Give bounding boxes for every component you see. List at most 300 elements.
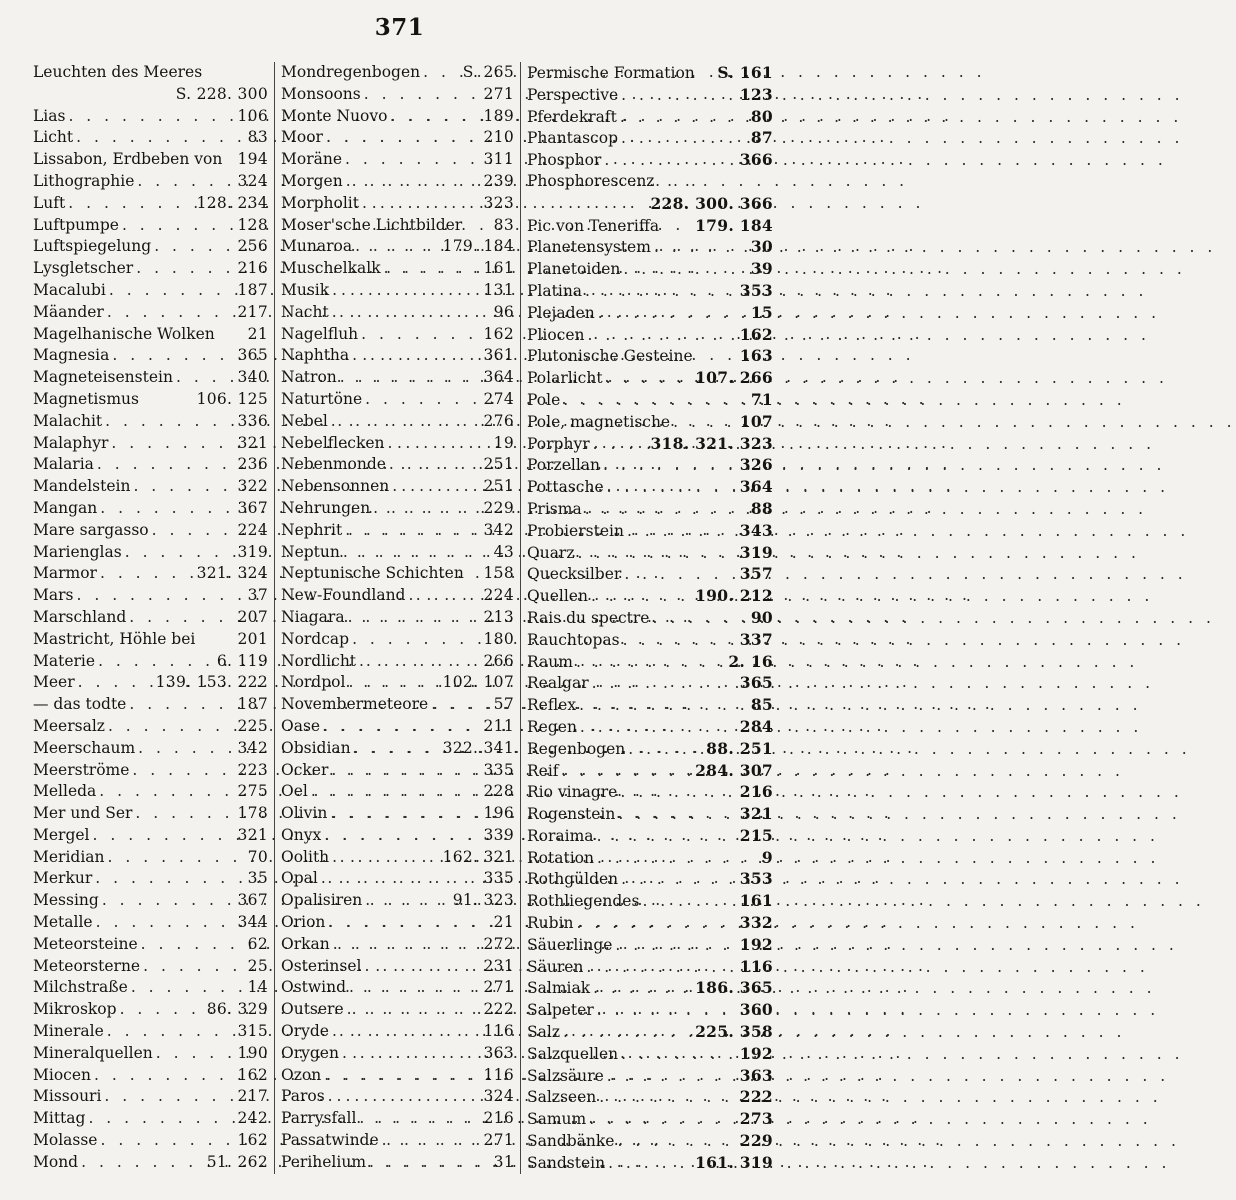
index-page-refs: 228 bbox=[483, 782, 514, 801]
index-entry bbox=[281, 672, 514, 694]
index-page-refs: 364 bbox=[483, 368, 514, 387]
index-entry bbox=[33, 106, 268, 128]
index-entry bbox=[527, 607, 773, 629]
index-entry bbox=[527, 760, 773, 782]
index-term: Nebenmonde bbox=[281, 455, 386, 474]
index-term: Metalle bbox=[33, 913, 93, 932]
dot-leader bbox=[420, 62, 463, 84]
index-page-refs: 83 bbox=[247, 128, 268, 147]
index-entry bbox=[527, 542, 773, 564]
dot-leader bbox=[104, 1021, 238, 1043]
dot-leader bbox=[352, 236, 443, 258]
index-entry bbox=[33, 433, 268, 455]
dot-leader bbox=[106, 280, 238, 302]
index-entry bbox=[281, 934, 514, 956]
index-page-refs: 90 bbox=[750, 607, 773, 627]
index-term: Olivin bbox=[281, 804, 328, 823]
index-page-refs: 229 bbox=[483, 498, 514, 517]
dot-leader bbox=[134, 171, 237, 193]
index-entry bbox=[33, 367, 268, 389]
index-entry bbox=[527, 694, 773, 716]
index-term: Rubin bbox=[527, 914, 574, 933]
index-page-refs: 116 bbox=[483, 1022, 514, 1041]
index-entry bbox=[33, 302, 268, 324]
index-term: Munaroa bbox=[281, 237, 353, 256]
index-entry bbox=[527, 738, 773, 760]
dot-leader bbox=[308, 781, 484, 803]
index-page-refs: 365 bbox=[237, 346, 268, 365]
dot-leader bbox=[73, 127, 248, 149]
index-entry bbox=[527, 302, 773, 324]
dot-leader bbox=[601, 150, 739, 172]
index-page-refs: 128 bbox=[237, 215, 268, 234]
index-page-refs: 19 bbox=[493, 433, 514, 452]
dot-leader bbox=[94, 454, 238, 476]
index-page-refs: 213 bbox=[483, 607, 514, 626]
index-page-refs: 2. 16 bbox=[728, 651, 773, 671]
dot-leader bbox=[108, 433, 237, 455]
index-term: Naphtha bbox=[281, 346, 350, 365]
index-page-refs: 116 bbox=[739, 956, 773, 976]
index-entry bbox=[281, 607, 514, 629]
index-page-refs: 217 bbox=[237, 302, 268, 321]
index-term: Mikroskop bbox=[33, 1000, 117, 1019]
index-term: Mangan bbox=[33, 498, 98, 517]
index-page-refs: 256 bbox=[237, 237, 268, 256]
dot-leader bbox=[605, 1153, 695, 1175]
dot-leader bbox=[428, 694, 493, 716]
index-term: — das todte bbox=[33, 695, 127, 714]
index-page-refs: 337 bbox=[739, 629, 773, 649]
index-term: Lithographie bbox=[33, 171, 135, 190]
index-page-refs: 222 bbox=[483, 1000, 514, 1019]
index-page-refs: 161 bbox=[739, 891, 773, 911]
index-entry bbox=[281, 1065, 514, 1087]
index-entry bbox=[281, 738, 514, 760]
index-page-refs: 276 bbox=[483, 411, 514, 430]
dot-leader bbox=[126, 694, 237, 716]
index-entry bbox=[33, 1065, 268, 1087]
dot-leader bbox=[618, 1044, 740, 1066]
index-term: Nephrit bbox=[281, 520, 343, 539]
index-entry-continuation bbox=[527, 193, 773, 215]
index-page-refs: 25 bbox=[247, 956, 268, 975]
index-term: Mineralquellen bbox=[33, 1043, 153, 1062]
index-page-refs: 162 bbox=[483, 324, 514, 343]
index-term: Regen bbox=[527, 717, 577, 736]
index-term: Salzsäure bbox=[527, 1066, 604, 1085]
index-term: Passatwinde bbox=[281, 1131, 379, 1150]
page-number: 371 bbox=[374, 14, 425, 41]
index-entry bbox=[527, 629, 773, 651]
index-entry bbox=[33, 215, 268, 237]
index-page-refs: 284 bbox=[739, 716, 773, 736]
index-page-refs: 163 bbox=[739, 346, 773, 366]
index-page-refs: 216 bbox=[483, 1109, 514, 1128]
index-term: Nordpol bbox=[281, 673, 346, 692]
index-term: Opal bbox=[281, 869, 318, 888]
dot-leader bbox=[585, 325, 740, 347]
index-term: Mars bbox=[33, 586, 74, 605]
index-entry bbox=[281, 149, 514, 171]
index-entry bbox=[33, 716, 268, 738]
index-page-refs: 343 bbox=[739, 520, 773, 540]
index-entry bbox=[527, 716, 773, 738]
index-column-3 bbox=[521, 62, 773, 1174]
index-term: Pottasche bbox=[527, 478, 604, 497]
index-entry bbox=[33, 847, 268, 869]
index-page-refs: 339 bbox=[483, 825, 514, 844]
index-page-refs: 336 bbox=[237, 411, 268, 430]
index-entry bbox=[281, 280, 514, 302]
index-term: Meerströme bbox=[33, 760, 130, 779]
dot-leader bbox=[135, 738, 237, 760]
index-term: Planetensystem bbox=[527, 238, 651, 257]
index-entry bbox=[281, 890, 514, 912]
dot-leader bbox=[624, 521, 740, 543]
dot-leader bbox=[381, 258, 484, 280]
dot-leader bbox=[595, 303, 751, 325]
dot-leader bbox=[559, 761, 696, 783]
index-term: Marmor bbox=[33, 564, 97, 583]
index-page-refs: 340 bbox=[237, 368, 268, 387]
index-page-refs: 39 bbox=[750, 259, 773, 279]
index-entry bbox=[281, 542, 514, 564]
index-entry bbox=[33, 629, 268, 651]
index-page-refs: 131 bbox=[483, 280, 514, 299]
index-entry bbox=[527, 934, 773, 956]
index-term: Plutonische Gesteine bbox=[527, 347, 693, 366]
dot-leader bbox=[321, 825, 483, 847]
dot-leader bbox=[173, 367, 238, 389]
index-page-refs: 158 bbox=[483, 564, 514, 583]
index-entry bbox=[527, 977, 773, 999]
index-entry bbox=[281, 999, 514, 1021]
index-entry bbox=[527, 433, 773, 455]
index-term: Luft bbox=[33, 193, 66, 212]
index-entry bbox=[527, 389, 773, 411]
index-term: Nacht bbox=[281, 302, 329, 321]
dot-leader bbox=[75, 672, 156, 694]
dot-leader bbox=[362, 956, 484, 978]
index-page-refs: 271 bbox=[483, 1131, 514, 1150]
dot-leader bbox=[133, 258, 237, 280]
index-entry bbox=[281, 803, 514, 825]
index-term: Säuren bbox=[527, 957, 584, 976]
index-term: Salpeter bbox=[527, 1001, 594, 1020]
index-entry bbox=[33, 1021, 268, 1043]
dot-leader bbox=[362, 890, 452, 912]
dot-leader bbox=[405, 585, 483, 607]
index-entry bbox=[281, 1021, 514, 1043]
index-term: Morpholit bbox=[281, 193, 359, 212]
index-entry bbox=[33, 236, 268, 258]
index-entry bbox=[33, 607, 268, 629]
index-page-refs: 364 bbox=[739, 477, 773, 497]
index-entry bbox=[527, 280, 773, 302]
index-page-refs: 83 bbox=[493, 215, 514, 234]
index-term: Muschelkalk bbox=[281, 259, 381, 278]
index-term: Onyx bbox=[281, 825, 322, 844]
index-page-refs: 35 bbox=[247, 869, 268, 888]
index-term: Mandelstein bbox=[33, 477, 131, 496]
dot-leader bbox=[366, 1152, 494, 1174]
index-entry bbox=[527, 171, 773, 193]
dot-leader bbox=[327, 803, 483, 825]
index-term: Salz bbox=[527, 1023, 560, 1042]
index-page-refs: 284. 307 bbox=[695, 760, 773, 780]
dot-leader bbox=[85, 1108, 237, 1130]
index-entry bbox=[527, 672, 773, 694]
index-page-refs: 190 bbox=[237, 1043, 268, 1062]
index-entry bbox=[281, 236, 514, 258]
index-page-refs: 231 bbox=[483, 956, 514, 975]
index-page-refs: S. 228. 300 bbox=[175, 84, 268, 103]
index-term: Oolith bbox=[281, 847, 330, 866]
index-page-refs: 224 bbox=[483, 586, 514, 605]
index-term: Perihelium bbox=[281, 1152, 367, 1171]
index-term: Novembermeteore bbox=[281, 695, 429, 714]
index-term: Sandstein bbox=[527, 1153, 606, 1172]
dot-leader bbox=[625, 739, 706, 761]
index-entry bbox=[527, 868, 773, 890]
dot-leader bbox=[339, 1043, 484, 1065]
index-page-refs: 216 bbox=[237, 259, 268, 278]
index-entry bbox=[33, 1152, 268, 1174]
index-entry bbox=[527, 149, 773, 171]
index-entry bbox=[33, 258, 268, 280]
index-entry bbox=[281, 106, 514, 128]
index-term: Nagelfluh bbox=[281, 324, 359, 343]
dot-leader bbox=[104, 302, 238, 324]
index-entry bbox=[33, 999, 268, 1021]
index-entry bbox=[281, 1086, 514, 1108]
index-entry bbox=[281, 977, 514, 999]
index-term: Reif bbox=[527, 761, 559, 780]
index-entry bbox=[527, 84, 773, 106]
dot-leader bbox=[109, 345, 237, 367]
dot-leader bbox=[97, 1130, 237, 1152]
dot-leader bbox=[78, 1152, 207, 1174]
index-term: Lysgletscher bbox=[33, 259, 134, 278]
index-entry bbox=[281, 1043, 514, 1065]
index-page-refs: 86. 329 bbox=[206, 1000, 268, 1019]
index-entry bbox=[281, 781, 514, 803]
index-entry bbox=[33, 324, 268, 346]
index-entry bbox=[33, 127, 268, 149]
index-entry bbox=[527, 106, 773, 128]
dot-leader bbox=[91, 1065, 238, 1087]
index-entry bbox=[33, 934, 268, 956]
dot-leader bbox=[356, 1108, 483, 1130]
dot-leader bbox=[328, 760, 483, 782]
index-term: Mond bbox=[33, 1152, 79, 1171]
index-entry bbox=[33, 1130, 268, 1152]
index-entry bbox=[527, 1021, 773, 1043]
dot-leader bbox=[620, 259, 750, 281]
index-entry bbox=[527, 127, 773, 149]
index-page-refs: 225 bbox=[237, 716, 268, 735]
index-page-refs: 215 bbox=[739, 825, 773, 845]
index-term: Roraima bbox=[527, 826, 594, 845]
index-term: Sandbänke bbox=[527, 1132, 615, 1151]
index-entry bbox=[281, 84, 514, 106]
dot-leader bbox=[387, 106, 483, 128]
index-page-refs: 179. 184 bbox=[695, 215, 773, 235]
index-term: Rothliegendes bbox=[527, 892, 640, 911]
index-term: Ozon bbox=[281, 1065, 322, 1084]
index-page-refs: 357 bbox=[739, 564, 773, 584]
index-term: Oel bbox=[281, 782, 308, 801]
index-term: Planetoiden bbox=[527, 260, 621, 279]
index-term: Reflex bbox=[527, 696, 577, 715]
dot-leader bbox=[345, 672, 442, 694]
index-page-refs: 187 bbox=[237, 280, 268, 299]
index-page-refs: 162 bbox=[739, 324, 773, 344]
index-page-refs: 342 bbox=[483, 520, 514, 539]
index-term: Musik bbox=[281, 280, 330, 299]
dot-leader bbox=[586, 1109, 739, 1131]
index-term: Mittag bbox=[33, 1109, 86, 1128]
index-columns bbox=[33, 62, 773, 1174]
dot-leader bbox=[92, 868, 247, 890]
index-page-refs: 271 bbox=[483, 978, 514, 997]
dot-leader bbox=[649, 608, 750, 630]
dot-leader bbox=[329, 1021, 484, 1043]
index-entry bbox=[33, 803, 268, 825]
dot-leader bbox=[358, 324, 483, 346]
dot-leader bbox=[95, 651, 217, 673]
index-term: Quecksilber bbox=[527, 565, 622, 584]
index-entry bbox=[281, 62, 514, 84]
index-page-refs: 21 bbox=[247, 324, 268, 343]
index-term: Salmiak bbox=[527, 979, 591, 998]
index-entry bbox=[527, 345, 773, 367]
index-entry bbox=[281, 411, 514, 433]
index-page-refs: 321 bbox=[237, 825, 268, 844]
index-term: Prisma bbox=[527, 499, 582, 518]
index-entry bbox=[33, 454, 268, 476]
index-term: Meer bbox=[33, 673, 75, 692]
index-term: Rauchtopas bbox=[527, 630, 620, 649]
index-term: Meersalz bbox=[33, 716, 105, 735]
index-entry bbox=[527, 476, 773, 498]
index-term: Regenbogen bbox=[527, 739, 626, 758]
dot-leader bbox=[582, 281, 740, 303]
dot-leader bbox=[379, 1130, 484, 1152]
index-term: Luftpumpe bbox=[33, 215, 119, 234]
index-page-refs: S. 161 bbox=[717, 63, 773, 82]
index-page-refs: 194 bbox=[237, 150, 268, 169]
index-term: Malachit bbox=[33, 411, 103, 430]
index-entry bbox=[527, 803, 773, 825]
index-term: Moräne bbox=[281, 150, 343, 169]
dot-leader bbox=[361, 84, 484, 106]
index-entry bbox=[527, 1043, 773, 1065]
index-page-refs: 229 bbox=[739, 1131, 773, 1151]
index-term: Moor bbox=[281, 128, 323, 147]
index-page-refs: 162. 321 bbox=[442, 847, 514, 866]
dot-leader bbox=[600, 455, 740, 477]
index-entry bbox=[33, 520, 268, 542]
index-entry bbox=[281, 1152, 514, 1174]
index-term: Milchstraße bbox=[33, 978, 128, 997]
dot-leader bbox=[590, 978, 695, 1000]
index-term: Nordlicht bbox=[281, 651, 357, 670]
index-term: Pole, magnetische bbox=[527, 412, 671, 431]
index-term: Orkan bbox=[281, 934, 330, 953]
index-page-refs: 353 bbox=[739, 869, 773, 889]
index-page-refs: 192 bbox=[739, 1043, 773, 1063]
index-entry bbox=[281, 651, 514, 673]
dot-leader bbox=[670, 412, 740, 434]
index-entry bbox=[33, 868, 268, 890]
index-entry bbox=[527, 1108, 773, 1130]
dot-leader bbox=[604, 1066, 740, 1088]
index-term: Magnesia bbox=[33, 346, 110, 365]
dot-leader bbox=[119, 215, 238, 237]
dot-leader bbox=[101, 1086, 237, 1108]
index-page-refs: 179. 184 bbox=[442, 237, 514, 256]
index-page-refs: 335 bbox=[483, 760, 514, 779]
dot-leader bbox=[102, 411, 237, 433]
index-term: Polarlicht bbox=[527, 369, 603, 388]
index-term: Rio vinagre bbox=[527, 783, 618, 802]
dot-leader bbox=[328, 411, 484, 433]
index-entry bbox=[281, 585, 514, 607]
index-page-refs: 361 bbox=[483, 346, 514, 365]
dot-leader bbox=[330, 934, 484, 956]
dot-leader bbox=[329, 280, 483, 302]
dot-leader bbox=[576, 695, 751, 717]
index-term: Nebel bbox=[281, 411, 328, 430]
index-term: Rogenstein bbox=[527, 805, 616, 824]
index-page-refs: 186. 365 bbox=[695, 978, 773, 998]
dot-leader bbox=[321, 1065, 483, 1087]
index-term: Platina bbox=[527, 281, 583, 300]
dot-leader bbox=[386, 454, 484, 476]
index-entry bbox=[33, 956, 268, 978]
index-page-refs: 190. 212 bbox=[695, 586, 773, 606]
dot-leader bbox=[603, 368, 696, 390]
index-page-refs: 71 bbox=[750, 389, 773, 409]
index-entry bbox=[33, 476, 268, 498]
index-term: Mastricht, Höhle bei bbox=[33, 629, 196, 648]
index-entry bbox=[281, 1130, 514, 1152]
index-page-refs: 31 bbox=[493, 1152, 514, 1171]
index-page-refs: 335 bbox=[483, 869, 514, 888]
index-term: Mare sargasso bbox=[33, 520, 149, 539]
index-page-refs: 201 bbox=[237, 629, 268, 648]
index-page-refs: 363 bbox=[739, 1065, 773, 1085]
index-entry bbox=[33, 977, 268, 999]
dot-leader bbox=[639, 891, 739, 913]
index-page-refs: 251 bbox=[483, 455, 514, 474]
index-term: Rotation bbox=[527, 848, 594, 867]
index-term: Porphyr bbox=[527, 434, 590, 453]
index-page-refs: 211 bbox=[483, 716, 514, 735]
index-page-refs: 57 bbox=[493, 695, 514, 714]
index-page-refs: 273 bbox=[739, 1109, 773, 1129]
index-page-refs: 365 bbox=[739, 673, 773, 693]
index-term: Phosphorescenz bbox=[527, 171, 655, 190]
index-term: Lias bbox=[33, 106, 66, 125]
index-page-refs: 223 bbox=[237, 760, 268, 779]
index-page-refs: 123 bbox=[739, 84, 773, 104]
index-page-refs: 318. 321. 323 bbox=[650, 433, 773, 453]
dot-leader bbox=[618, 869, 740, 891]
dot-leader bbox=[90, 825, 238, 847]
